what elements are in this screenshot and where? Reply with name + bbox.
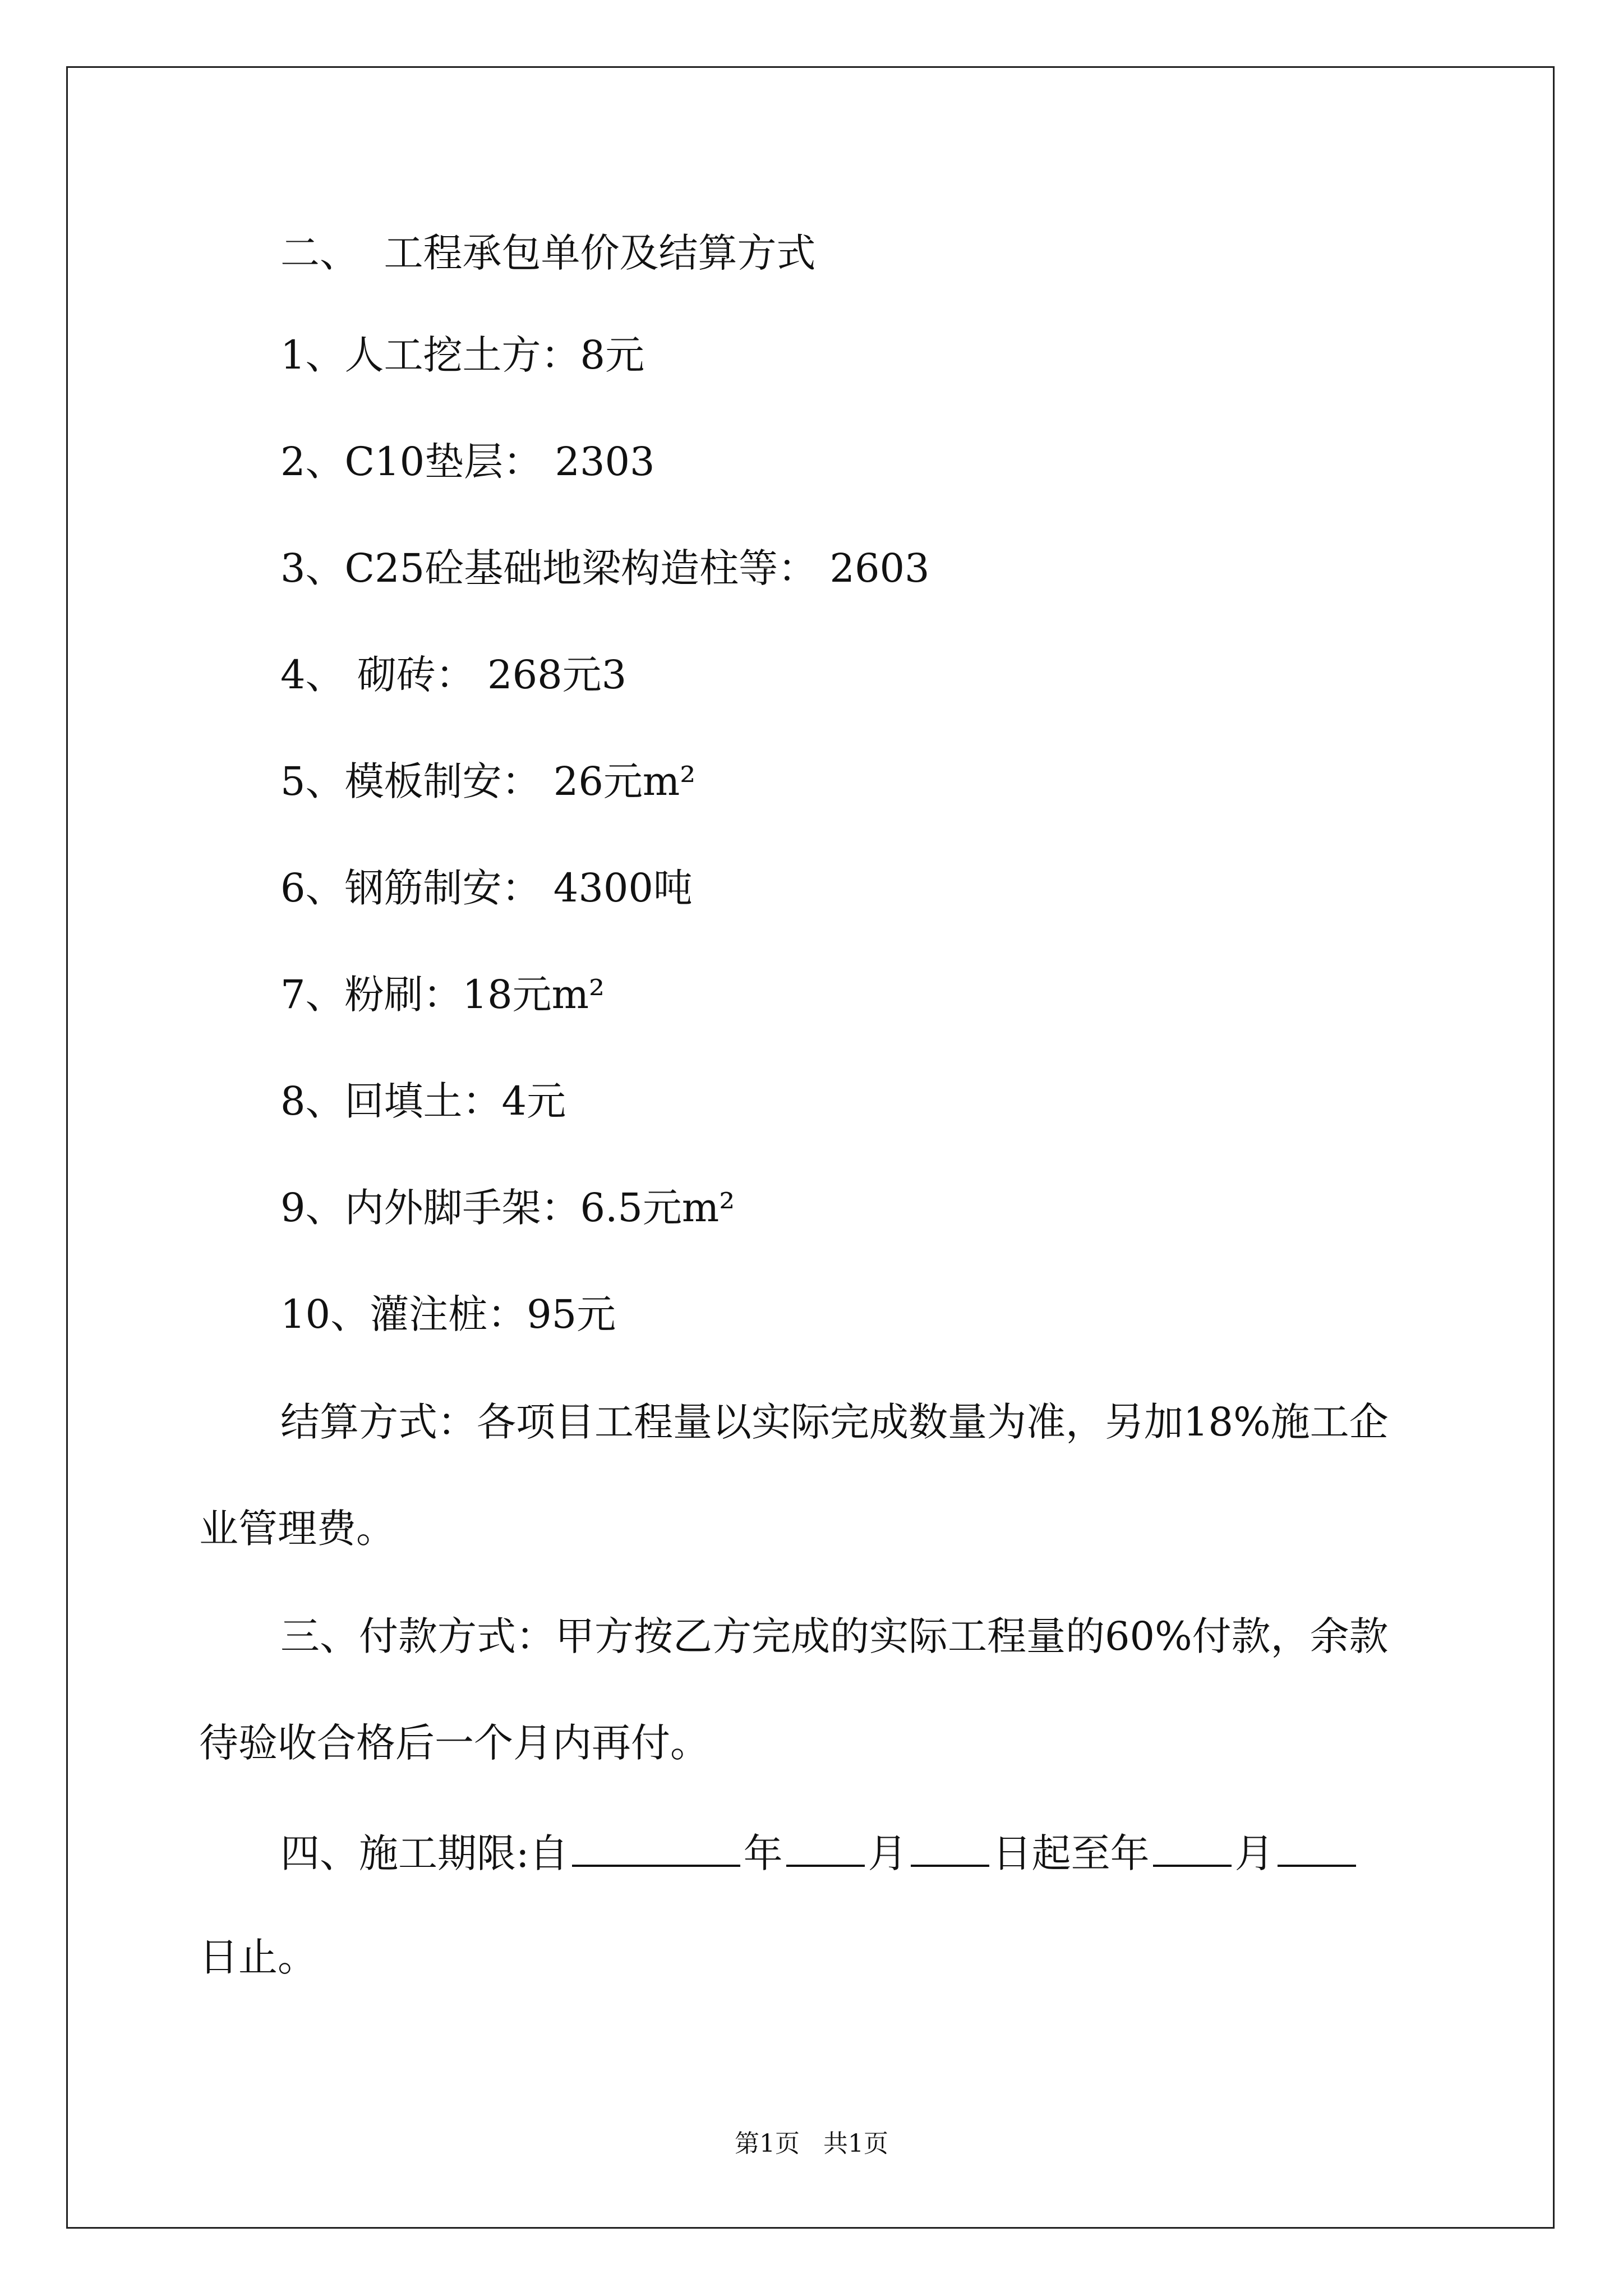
start-day-blank [911,1825,989,1867]
start-year-blank [572,1825,740,1867]
price-item-9: 9、内外脚手架：6.5元m² [280,1185,735,1231]
construction-period-line-1 [280,1825,1359,1879]
price-item-5: 5、模板制安： 26元m² [280,758,696,804]
price-item-8: 8、回填土：4元 [280,1078,566,1124]
price-item-1: 1、人工挖土方：8元 [280,332,645,378]
price-item-6: 6、钢筋制安： 4300吨 [280,865,693,911]
price-item-10: 10、灌注桩：95元 [280,1291,616,1337]
price-item-4: 4、 砌砖： 268元3 [280,652,627,698]
year-label: 年 [743,1830,783,1876]
end-day-blank [1278,1825,1356,1867]
payment-text-line-2: 待验收合格后一个月内再付。 [199,1720,709,1766]
price-item-3: 3、C25砼基础地梁构造柱等： 2603 [280,545,930,591]
payment-text-line-1: 三、付款方式：甲方按乙方完成的实际工程量的60%付款，余款 [280,1613,1389,1659]
day-from-label: 日起至年 [992,1830,1150,1876]
construction-period-line-2: 日止。 [199,1934,317,1980]
end-month-blank [1153,1825,1232,1867]
section-2-heading: 二、 工程承包单价及结算方式 [280,230,816,276]
page-number-footer: 第1页 共1页 [735,2129,888,2158]
settlement-text-line-1: 结算方式：各项目工程量以实际完成数量为准，另加18%施工企 [280,1399,1389,1445]
end-month-label: 月 [1234,1830,1274,1876]
price-item-7: 7、粉刷：18元m² [280,972,605,1018]
month-label: 月 [868,1830,907,1876]
start-month-blank [786,1825,865,1867]
settlement-text-line-2: 业管理费。 [199,1506,395,1552]
price-item-2: 2、C10垫层： 2303 [280,439,655,485]
construction-period-prefix: 四、施工期限:自 [280,1830,569,1876]
